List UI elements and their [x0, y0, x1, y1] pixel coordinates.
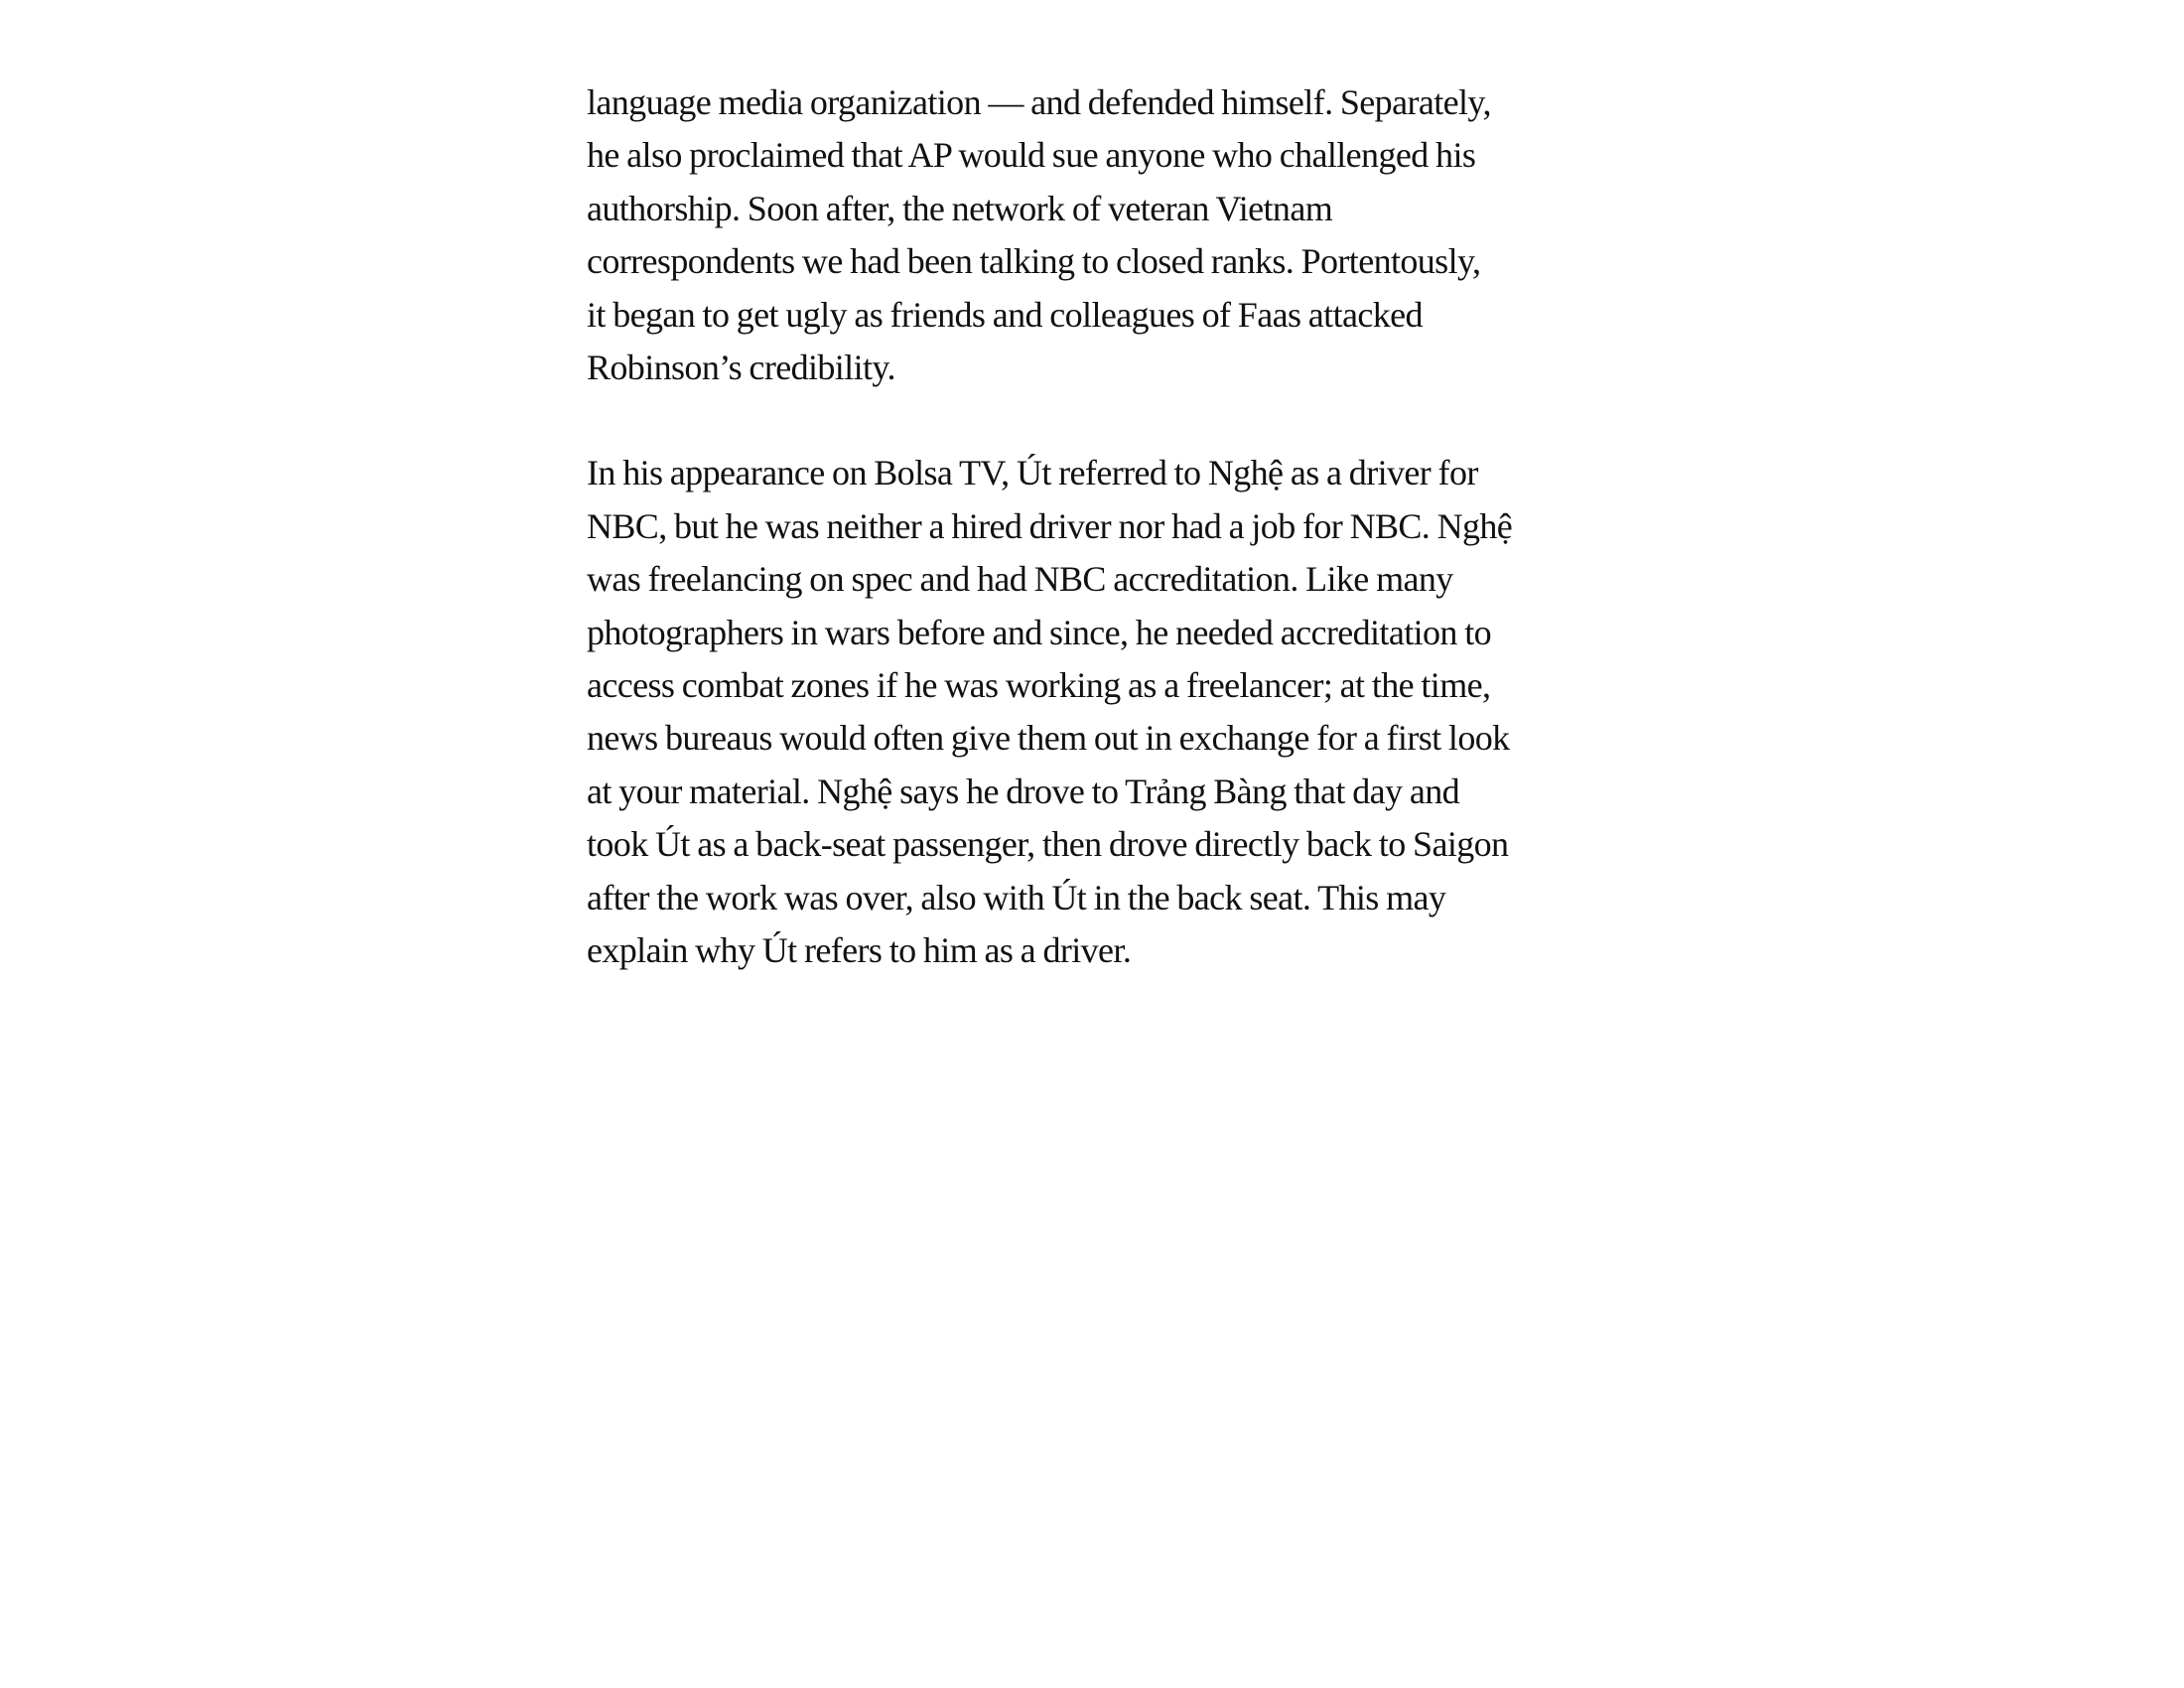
text-line: was freelancing on spec and had NBC accreditation. Like many — [587, 559, 1453, 600]
paragraph-1 — [587, 76, 1639, 394]
text-line: explain why Út refers to him as a driver. — [587, 930, 1132, 971]
text-line: he also proclaimed that AP would sue anyone who challenged his — [587, 135, 1476, 176]
text-line: authorship. Soon after, the network of veteran Vietnam — [587, 188, 1333, 228]
text-line: access combat zones if he was working as a freelancer; at the time, — [587, 665, 1491, 706]
text-line: Robinson’s credibility. — [587, 348, 895, 388]
text-line: news bureaus would often give them out in exchange for a first look — [587, 718, 1510, 759]
text-line: photographers in wars before and since, he needed accreditation to — [587, 612, 1492, 652]
paragraph-2 — [587, 447, 1639, 977]
text-line: took Út as a back-seat passenger, then drove directly back to Saigon — [587, 824, 1509, 865]
article-body — [587, 76, 1639, 1031]
text-line: language media organization — and defended himself. Separately, — [587, 82, 1491, 122]
text-line: it began to get ugly as friends and colleagues of Faas attacked — [587, 294, 1423, 335]
text-line: NBC, but he was neither a hired driver nor had a job for NBC. Nghệ — [587, 505, 1513, 546]
text-line: at your material. Nghệ says he drove to Trảng Bàng that day and — [587, 771, 1459, 811]
text-line: correspondents we had been talking to closed ranks. Portentously, — [587, 241, 1481, 282]
text-line: In his appearance on Bolsa TV, Út referred to Nghệ as a driver for — [587, 453, 1478, 493]
text-line: after the work was over, also with Út in the back seat. This may — [587, 877, 1446, 917]
